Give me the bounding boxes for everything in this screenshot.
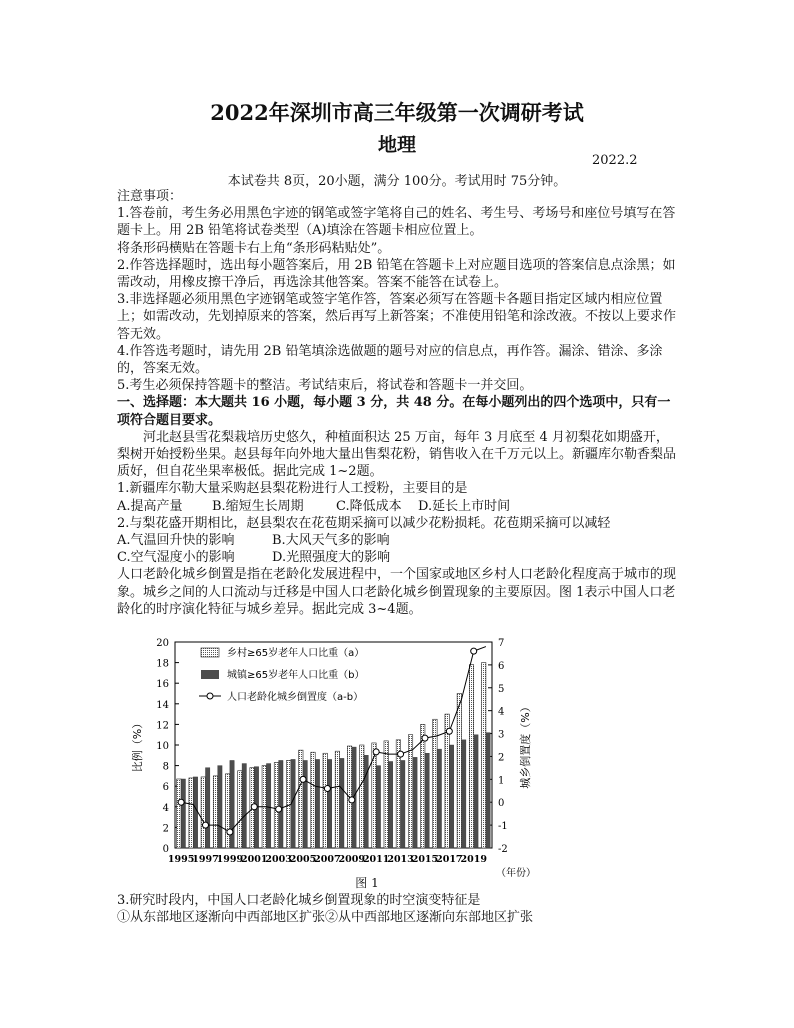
inversion-point <box>300 776 306 782</box>
exam-body <box>117 188 680 618</box>
right-tick-label: 3 <box>498 729 505 741</box>
left-tick-label: 18 <box>156 658 169 670</box>
x-tick-label: 1995 <box>167 854 195 865</box>
right-tick-label: 0 <box>498 798 505 810</box>
legend-swatch-urban <box>201 670 219 679</box>
bar-urban <box>449 745 453 848</box>
left-axis-label: 比例（%） <box>131 717 144 773</box>
bar-urban <box>486 733 490 848</box>
question-2-options-row2 <box>117 549 680 566</box>
chart-svg <box>117 632 557 894</box>
legend-marker-inversion <box>207 693 213 699</box>
bar-rural <box>482 663 486 848</box>
inversion-point <box>373 749 379 755</box>
note-line: 1.答卷前，考生务必用黑色字迹的钢笔或签字笔将自己的姓名、考生号、考场号和座位号填写在答题卡上。用 2B 铅笔将试卷类型（A)填涂在答题卡相应位置上。 <box>117 206 676 239</box>
x-tick-label: 2019 <box>460 854 487 865</box>
bar-urban <box>205 768 209 848</box>
bar-rural <box>238 771 242 848</box>
bar-urban <box>181 779 185 848</box>
question-2-options-row1 <box>117 532 680 549</box>
bar-rural <box>372 743 376 848</box>
option-d[interactable]: D.延长上市时间 <box>418 498 511 514</box>
right-axis-label: 城乡倒置度（%） <box>519 701 532 789</box>
bar-urban <box>388 761 392 848</box>
inversion-point <box>349 797 355 803</box>
bar-urban <box>437 749 441 848</box>
note-line: 2.作答选择题时，选出每小题答案后，用 2B 铅笔在答题卡上对应题目选项的答案信息点涂黑；如需改动，用橡皮擦干净后，再选涂其他答案。答案不能答在试卷上。 <box>117 257 676 291</box>
right-tick-label: 2 <box>498 752 505 764</box>
bar-urban <box>193 777 197 848</box>
x-tick-label: 2013 <box>387 854 414 865</box>
exam-tail <box>117 892 680 926</box>
exam-title: 2022年深圳市高三年级第一次调研考试 <box>210 100 584 125</box>
left-tick-label: 2 <box>162 823 169 835</box>
bar-rural <box>408 735 412 848</box>
bar-rural <box>299 750 303 848</box>
section-heading: 一、选择题：本大题共 16 小题，每小题 3 分，共 48 分。在每小题列出的四个选项中，只有一项符合题目要求。 <box>117 395 671 428</box>
bar-rural <box>469 665 473 848</box>
x-tick-label: 2001 <box>241 854 268 865</box>
bar-urban <box>376 766 380 848</box>
question-3-options: ①从东部地区逐渐向中西部地区扩张②从中西部地区逐渐向东部地区扩张 <box>117 910 534 926</box>
question-2-stem: 2.与梨花盛开期相比，赵县梨农在花苞期采摘可以减少花粉损耗。花苞期采摘可以减轻 <box>117 515 611 531</box>
inversion-point <box>324 785 330 791</box>
x-tick-label: 2011 <box>362 854 390 865</box>
bar-rural <box>177 779 181 848</box>
legend-label-urban: 城镇≥65岁老年人口比重（b） <box>227 670 365 681</box>
x-tick-label: 2009 <box>338 854 366 865</box>
bar-urban <box>218 766 222 848</box>
legend-label-rural: 乡村≥65岁老年人口比重（a） <box>227 648 365 659</box>
figure-1-chart <box>117 632 557 894</box>
bar-urban <box>364 755 368 848</box>
left-tick-label: 0 <box>162 844 169 855</box>
bar-urban <box>462 740 466 848</box>
legend-label-inversion: 人口老龄化城乡倒置度（a-b） <box>227 692 364 703</box>
inversion-point <box>471 648 477 654</box>
bar-rural <box>384 741 388 848</box>
left-tick-label: 4 <box>162 802 169 814</box>
question-1-stem: 1.新疆库尔勒大量采购赵县梨花粉进行人工授粉，主要目的是 <box>117 481 468 497</box>
right-tick-label: 4 <box>498 706 505 718</box>
x-tick-label: 1997 <box>192 854 219 865</box>
inversion-point <box>446 728 452 734</box>
figure-caption: 图 1 <box>355 876 379 890</box>
exam-info: 本试卷共 8页，20小题，满分 100分。考试用时 75分钟。 <box>227 174 567 189</box>
bar-rural <box>189 778 193 848</box>
x-axis-label: （年份） <box>496 868 536 879</box>
inversion-point <box>251 804 257 810</box>
left-tick-label: 12 <box>156 720 169 732</box>
bar-rural <box>335 751 339 848</box>
option-c[interactable]: C.空气湿度小的影响 <box>117 550 235 566</box>
bar-urban <box>474 735 478 848</box>
right-tick-label: 1 <box>498 775 505 787</box>
option-a[interactable]: A.气温回升快的影响 <box>117 533 235 549</box>
right-tick-label: 5 <box>498 683 505 695</box>
left-tick-label: 20 <box>156 638 169 649</box>
bar-urban <box>266 764 270 848</box>
bar-urban <box>242 764 246 848</box>
bar-urban <box>315 759 319 848</box>
x-tick-label: 1999 <box>216 854 244 865</box>
right-tick-label: 6 <box>498 660 505 672</box>
question-1-options <box>117 498 680 515</box>
inversion-point <box>178 799 184 805</box>
bar-rural <box>225 774 229 848</box>
left-tick-label: 8 <box>162 761 169 773</box>
bar-urban <box>340 758 344 848</box>
left-tick-label: 14 <box>156 699 169 711</box>
right-tick-label: -1 <box>498 821 508 833</box>
option-c[interactable]: C.降低成本 <box>336 498 402 514</box>
bar-rural <box>311 752 315 848</box>
notes-heading: 注意事项： <box>117 189 183 204</box>
bar-rural <box>433 719 437 848</box>
bar-rural <box>421 724 425 848</box>
bar-urban <box>413 757 417 848</box>
note-line: 4.作答选考题时，请先用 2B 铅笔填涂选做题的题号对应的信息点，再作答。漏涂、错涂、多涂的，答案无效。 <box>117 343 663 377</box>
bar-rural <box>213 776 217 848</box>
note-line: 3.非选择题必须用黑色字迹钢笔或签字笔作答，答案必须写在答题卡各题目指定区域内相应位置上；如需改动，先划掉原来的答案，然后再写上新答案；不准使用铅笔和涂改液。不按以上要求作答无效。 <box>117 292 677 342</box>
left-tick-label: 16 <box>156 679 169 691</box>
bar-rural <box>323 753 327 848</box>
inversion-point <box>276 806 282 812</box>
question-3-stem: 3.研究时段内，中国人口老龄化城乡倒置现象的时空演变特征是 <box>117 893 481 908</box>
x-tick-label: 2007 <box>314 854 341 865</box>
option-d[interactable]: D.光照强度大的影响 <box>272 550 391 566</box>
left-tick-label: 6 <box>162 782 169 794</box>
legend-swatch-rural <box>201 648 219 657</box>
note-line: 将条形码横贴在答题卡右上角“条形码粘贴处”。 <box>117 240 391 256</box>
bar-rural <box>457 694 461 849</box>
passage-2: 人口老龄化城乡倒置是指在老龄化发展进程中，一个国家或地区乡村人口老龄化程度高于城市的现象。城乡之间的人口流动与迁移是中国人口老龄化城乡倒置现象的主要原因。图 1表示中国人口老龄化的时序演化特征与城乡差异。据此完成 3~4题。 <box>117 567 677 617</box>
bar-rural <box>360 745 364 848</box>
bar-urban <box>279 760 283 848</box>
x-tick-label: 2017 <box>436 854 463 865</box>
option-b[interactable]: B.大风天气多的影响 <box>272 533 390 549</box>
bar-urban <box>401 760 405 848</box>
note-line: 5.考生必须保持答题卡的整洁。考试结束后，将试卷和答题卡一并交回。 <box>117 378 533 394</box>
option-a[interactable]: A.提高产量 <box>117 498 183 514</box>
bar-urban <box>327 759 331 848</box>
option-b[interactable]: B.缩短生长周期 <box>212 498 304 514</box>
bar-rural <box>274 763 278 848</box>
exam-date: 2022.2 <box>592 153 638 168</box>
inversion-point <box>227 829 233 835</box>
inversion-point <box>202 822 208 828</box>
inversion-point <box>398 751 404 757</box>
x-tick-label: 2005 <box>289 854 317 865</box>
right-tick-label: -2 <box>498 844 508 855</box>
bar-rural <box>201 777 205 848</box>
x-tick-label: 2003 <box>265 854 292 865</box>
exam-subject: 地理 <box>377 134 416 156</box>
passage-1: 河北赵县雪花梨栽培历史悠久，种植面积达 25 万亩，每年 3 月底至 4 月初梨花如期盛开，梨树开始授粉坐果。赵县每年向外地大量出售梨花粉，销售收入在千万元以上。新疆库尔勒香梨品质好，但自花坐果率极低。据此完成 1~2题。 <box>117 429 677 480</box>
chart-layer <box>130 638 536 879</box>
x-tick-label: 2015 <box>411 854 439 865</box>
bar-urban <box>303 760 307 848</box>
left-tick-label: 10 <box>156 741 169 752</box>
inversion-point <box>422 735 428 741</box>
right-tick-label: 7 <box>498 638 505 649</box>
bar-urban <box>425 753 429 848</box>
